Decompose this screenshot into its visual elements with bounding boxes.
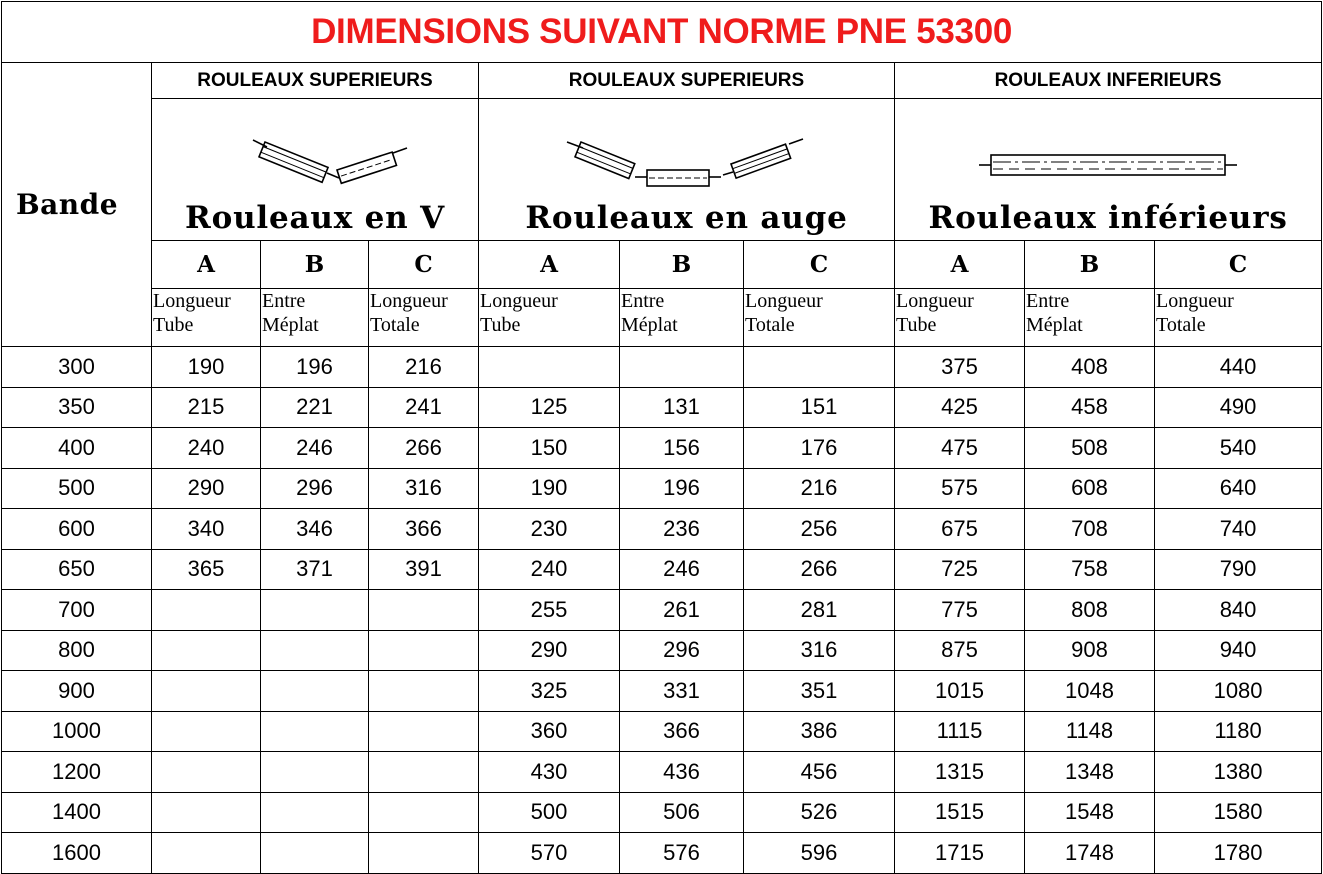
- table-row: [2, 671, 1322, 712]
- cell-auge-a: 255: [479, 590, 620, 631]
- cell-auge-b: 436: [620, 752, 744, 793]
- cell-inf-c: 940: [1155, 630, 1322, 671]
- section-name-v: Rouleaux en V: [185, 200, 445, 236]
- cell-auge-a: 360: [479, 711, 620, 752]
- v-rollers-icon: [215, 120, 415, 200]
- cell-auge-b: [620, 347, 744, 388]
- table-row: [2, 468, 1322, 509]
- cell-auge-b: 331: [620, 671, 744, 712]
- cell-v-a: 240: [152, 428, 261, 469]
- cell-v-c: 316: [369, 468, 479, 509]
- cell-v-a: [152, 630, 261, 671]
- col-desc-line: Méplat: [621, 314, 678, 336]
- cell-inf-a: 775: [895, 590, 1025, 631]
- table-row: [2, 549, 1322, 590]
- cell-bande: 1200: [2, 752, 152, 793]
- cell-auge-a: [479, 347, 620, 388]
- section-header-v: ROULEAUX SUPERIEURS: [152, 63, 479, 99]
- cell-inf-b: 1748: [1025, 833, 1155, 874]
- cell-bande: 600: [2, 509, 152, 550]
- cell-auge-c: 456: [744, 752, 895, 793]
- col-desc-v-c: [369, 289, 479, 347]
- cell-auge-b: 236: [620, 509, 744, 550]
- cell-v-a: 340: [152, 509, 261, 550]
- cell-bande: 500: [2, 468, 152, 509]
- col-desc-line: Tube: [480, 314, 521, 336]
- cell-inf-b: 408: [1025, 347, 1155, 388]
- cell-v-b: 371: [261, 549, 369, 590]
- col-desc-line: Totale: [370, 314, 420, 336]
- cell-inf-c: 1180: [1155, 711, 1322, 752]
- cell-inf-c: 1580: [1155, 792, 1322, 833]
- cell-inf-b: 1048: [1025, 671, 1155, 712]
- cell-inf-c: 1780: [1155, 833, 1322, 874]
- table-row: [2, 387, 1322, 428]
- cell-v-a: [152, 833, 261, 874]
- col-letter-v-c: C: [369, 241, 479, 289]
- col-desc-v-b: [261, 289, 369, 347]
- cell-v-a: [152, 752, 261, 793]
- cell-auge-a: 290: [479, 630, 620, 671]
- cell-inf-a: 425: [895, 387, 1025, 428]
- col-desc-line: Longueur: [480, 290, 558, 312]
- cell-auge-b: 246: [620, 549, 744, 590]
- cell-bande: 900: [2, 671, 152, 712]
- cell-inf-c: 490: [1155, 387, 1322, 428]
- col-desc-line: Longueur: [896, 290, 974, 312]
- cell-v-b: [261, 752, 369, 793]
- cell-auge-b: 196: [620, 468, 744, 509]
- cell-v-b: [261, 671, 369, 712]
- cell-auge-b: 506: [620, 792, 744, 833]
- cell-inf-a: 1115: [895, 711, 1025, 752]
- cell-inf-b: 1148: [1025, 711, 1155, 752]
- cell-auge-c: 266: [744, 549, 895, 590]
- cell-inf-c: 1380: [1155, 752, 1322, 793]
- cell-inf-b: 608: [1025, 468, 1155, 509]
- col-desc-auge-a: [479, 289, 620, 347]
- cell-v-a: 365: [152, 549, 261, 590]
- col-desc-line: Entre: [262, 290, 306, 312]
- cell-inf-c: 840: [1155, 590, 1322, 631]
- table-row: [2, 833, 1322, 874]
- cell-inf-b: 908: [1025, 630, 1155, 671]
- table-row: [2, 630, 1322, 671]
- cell-inf-a: 1715: [895, 833, 1025, 874]
- bande-header: Bande: [2, 63, 152, 347]
- section-name-inferieurs: Rouleaux inférieurs: [928, 200, 1288, 236]
- section-header-inferieurs: ROULEAUX INFERIEURS: [895, 63, 1322, 99]
- col-desc-line: Méplat: [262, 314, 319, 336]
- cell-bande: 350: [2, 387, 152, 428]
- cell-auge-c: 386: [744, 711, 895, 752]
- section-picture-v: [152, 99, 479, 241]
- cell-v-b: [261, 630, 369, 671]
- cell-auge-c: 351: [744, 671, 895, 712]
- cell-auge-c: 281: [744, 590, 895, 631]
- table-row: [2, 590, 1322, 631]
- cell-v-c: 391: [369, 549, 479, 590]
- cell-auge-a: 150: [479, 428, 620, 469]
- col-desc-line: Longueur: [745, 290, 823, 312]
- col-desc-line: Totale: [1156, 314, 1206, 336]
- col-desc-line: Longueur: [153, 290, 231, 312]
- cell-auge-c: 596: [744, 833, 895, 874]
- cell-bande: 650: [2, 549, 152, 590]
- section-picture-auge: [479, 99, 895, 241]
- cell-v-a: 215: [152, 387, 261, 428]
- cell-auge-a: 230: [479, 509, 620, 550]
- cell-inf-b: 708: [1025, 509, 1155, 550]
- cell-v-a: [152, 671, 261, 712]
- return-roller-icon: [973, 120, 1243, 200]
- col-letter-v-a: A: [152, 241, 261, 289]
- cell-inf-b: 808: [1025, 590, 1155, 631]
- table-row: [2, 347, 1322, 388]
- cell-auge-b: 296: [620, 630, 744, 671]
- cell-auge-a: 500: [479, 792, 620, 833]
- cell-v-c: 366: [369, 509, 479, 550]
- col-desc-inf-a: [895, 289, 1025, 347]
- cell-bande: 800: [2, 630, 152, 671]
- cell-v-b: [261, 792, 369, 833]
- cell-inf-a: 575: [895, 468, 1025, 509]
- cell-bande: 700: [2, 590, 152, 631]
- cell-auge-a: 430: [479, 752, 620, 793]
- cell-auge-a: 570: [479, 833, 620, 874]
- col-letter-auge-b: B: [620, 241, 744, 289]
- cell-bande: 1600: [2, 833, 152, 874]
- cell-auge-b: 156: [620, 428, 744, 469]
- cell-v-a: [152, 590, 261, 631]
- page-title: DIMENSIONS SUIVANT NORME PNE 53300: [2, 2, 1322, 63]
- trough-rollers-icon: [557, 120, 817, 200]
- col-letter-inf-c: C: [1155, 241, 1322, 289]
- col-letter-inf-b: B: [1025, 241, 1155, 289]
- cell-inf-c: 790: [1155, 549, 1322, 590]
- table-body: [2, 347, 1322, 874]
- cell-inf-a: 1015: [895, 671, 1025, 712]
- col-desc-line: Totale: [745, 314, 795, 336]
- col-desc-auge-c: [744, 289, 895, 347]
- cell-v-c: 216: [369, 347, 479, 388]
- cell-auge-c: 176: [744, 428, 895, 469]
- cell-inf-a: 375: [895, 347, 1025, 388]
- cell-auge-c: 216: [744, 468, 895, 509]
- cell-inf-c: 640: [1155, 468, 1322, 509]
- cell-inf-b: 1548: [1025, 792, 1155, 833]
- cell-v-c: 266: [369, 428, 479, 469]
- cell-auge-b: 261: [620, 590, 744, 631]
- cell-v-a: 290: [152, 468, 261, 509]
- cell-inf-b: 1348: [1025, 752, 1155, 793]
- col-letter-auge-c: C: [744, 241, 895, 289]
- cell-auge-a: 240: [479, 549, 620, 590]
- cell-bande: 400: [2, 428, 152, 469]
- cell-v-c: [369, 590, 479, 631]
- cell-auge-b: 131: [620, 387, 744, 428]
- cell-auge-c: 151: [744, 387, 895, 428]
- cell-v-c: 241: [369, 387, 479, 428]
- cell-auge-c: [744, 347, 895, 388]
- cell-inf-a: 1515: [895, 792, 1025, 833]
- cell-auge-a: 325: [479, 671, 620, 712]
- section-header-auge: ROULEAUX SUPERIEURS: [479, 63, 895, 99]
- cell-inf-a: 475: [895, 428, 1025, 469]
- col-desc-line: Longueur: [370, 290, 448, 312]
- cell-inf-b: 758: [1025, 549, 1155, 590]
- table-row: [2, 711, 1322, 752]
- cell-inf-a: 1315: [895, 752, 1025, 793]
- col-desc-auge-b: [620, 289, 744, 347]
- cell-v-b: [261, 833, 369, 874]
- col-desc-line: Entre: [1026, 290, 1070, 312]
- cell-bande: 300: [2, 347, 152, 388]
- cell-bande: 1400: [2, 792, 152, 833]
- cell-auge-a: 125: [479, 387, 620, 428]
- cell-v-a: 190: [152, 347, 261, 388]
- cell-v-c: [369, 671, 479, 712]
- table-row: [2, 428, 1322, 469]
- col-letter-inf-a: A: [895, 241, 1025, 289]
- cell-inf-c: 540: [1155, 428, 1322, 469]
- cell-auge-b: 366: [620, 711, 744, 752]
- cell-auge-a: 190: [479, 468, 620, 509]
- table-row: [2, 752, 1322, 793]
- cell-inf-c: 440: [1155, 347, 1322, 388]
- table-row: [2, 792, 1322, 833]
- cell-v-a: [152, 711, 261, 752]
- cell-v-b: 196: [261, 347, 369, 388]
- cell-v-b: 346: [261, 509, 369, 550]
- cell-inf-b: 508: [1025, 428, 1155, 469]
- section-name-auge: Rouleaux en auge: [525, 200, 848, 236]
- col-desc-line: Entre: [621, 290, 665, 312]
- col-desc-line: Méplat: [1026, 314, 1083, 336]
- cell-inf-a: 725: [895, 549, 1025, 590]
- col-desc-inf-c: [1155, 289, 1322, 347]
- dimensions-table: [1, 1, 1322, 874]
- col-desc-line: Tube: [153, 314, 194, 336]
- table-row: [2, 509, 1322, 550]
- cell-inf-c: 1080: [1155, 671, 1322, 712]
- cell-v-c: [369, 752, 479, 793]
- cell-v-c: [369, 833, 479, 874]
- cell-v-c: [369, 792, 479, 833]
- cell-auge-b: 576: [620, 833, 744, 874]
- cell-inf-a: 875: [895, 630, 1025, 671]
- cell-v-b: [261, 711, 369, 752]
- cell-v-b: 296: [261, 468, 369, 509]
- cell-auge-c: 526: [744, 792, 895, 833]
- section-picture-inferieurs: [895, 99, 1322, 241]
- cell-v-b: 221: [261, 387, 369, 428]
- cell-v-b: 246: [261, 428, 369, 469]
- cell-inf-b: 458: [1025, 387, 1155, 428]
- cell-v-c: [369, 711, 479, 752]
- cell-v-c: [369, 630, 479, 671]
- cell-v-a: [152, 792, 261, 833]
- cell-v-b: [261, 590, 369, 631]
- cell-auge-c: 316: [744, 630, 895, 671]
- col-letter-v-b: B: [261, 241, 369, 289]
- cell-inf-c: 740: [1155, 509, 1322, 550]
- col-letter-auge-a: A: [479, 241, 620, 289]
- col-desc-line: Longueur: [1156, 290, 1234, 312]
- cell-auge-c: 256: [744, 509, 895, 550]
- cell-inf-a: 675: [895, 509, 1025, 550]
- col-desc-v-a: [152, 289, 261, 347]
- cell-bande: 1000: [2, 711, 152, 752]
- col-desc-inf-b: [1025, 289, 1155, 347]
- col-desc-line: Tube: [896, 314, 937, 336]
